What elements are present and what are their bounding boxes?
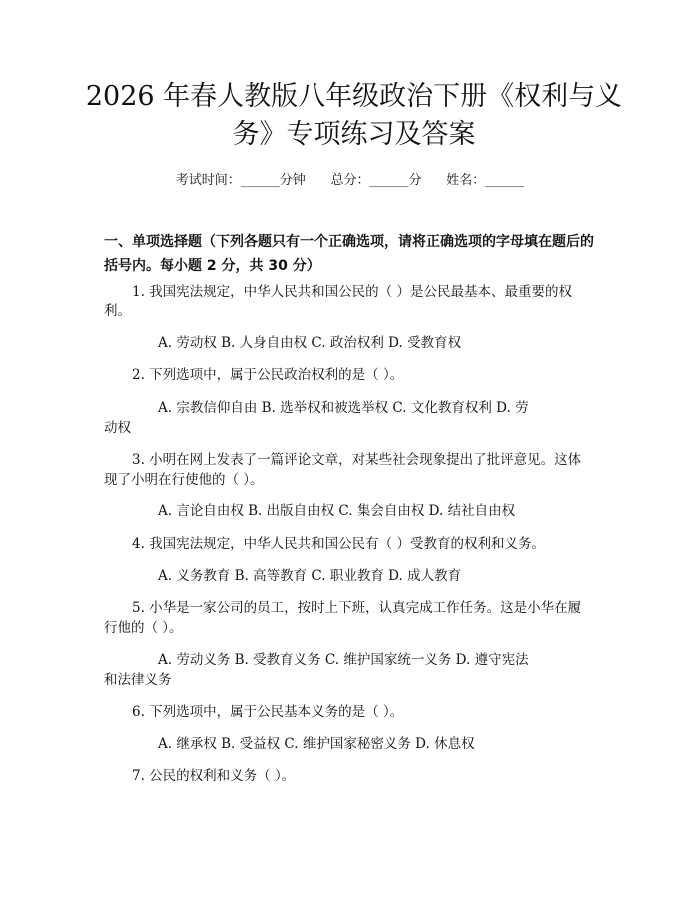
question-4-text-line-1: 4. 我国宪法规定，中华人民共和国公民有（ ）受教育的权利和义务。 — [132, 536, 545, 552]
document-title-line-2: 务》专项练习及答案 — [232, 119, 476, 150]
question-3-text-line-1: 3. 小明在网上发表了一篇评论文章，对某些社会现象提出了批评意见。这体 — [132, 452, 582, 468]
question-3-options: A. 言论自由权 B. 出版自由权 C. 集会自由权 D. 结社自由权 — [158, 503, 516, 519]
question-3-text-line-2: 现了小明在行使他的（ ）。 — [104, 472, 264, 488]
exam-info: 考试时间：______分钟 总分：______分 姓名：______ — [175, 173, 525, 188]
question-2-options-line-2: 动权 — [104, 420, 131, 436]
question-7-text-line-1: 7. 公民的权利和义务（ ）。 — [132, 768, 296, 784]
document-title-line-1: 2026 年春人教版八年级政治下册《权利与义 — [85, 81, 623, 112]
question-5-options-line-2: 和法律义务 — [104, 672, 172, 688]
question-1-text-line-2: 利。 — [104, 303, 131, 319]
question-6-options: A. 继承权 B. 受益权 C. 维护国家秘密义务 D. 休息权 — [158, 736, 475, 752]
question-2-text-line-1: 2. 下列选项中，属于公民政治权利的是（ ）。 — [132, 367, 404, 383]
question-5-text-line-2: 行他的（ ）。 — [104, 620, 183, 636]
question-4-options: A. 义务教育 B. 高等教育 C. 职业教育 D. 成人教育 — [158, 568, 462, 584]
question-6-text-line-1: 6. 下列选项中，属于公民基本义务的是（ ）。 — [132, 704, 404, 720]
question-5-text-line-1: 5. 小华是一家公司的员工，按时上下班，认真完成工作任务。这是小华在履 — [132, 600, 582, 616]
question-1-text-line-1: 1. 我国宪法规定，中华人民共和国公民的（ ）是公民最基本、最重要的权 — [132, 284, 572, 300]
section-heading: 一、单项选择题（下列各题只有一个正确选项，请将正确选项的字母填在题后的括号内。每小题 2 分，共 30 分） — [104, 234, 594, 274]
question-2-options-line-1: A. 宗教信仰自由 B. 选举权和被选举权 C. 文化教育权利 D. 劳 — [158, 400, 529, 416]
question-5-options-line-1: A. 劳动义务 B. 受教育义务 C. 维护国家统一义务 D. 遵守宪法 — [158, 652, 529, 668]
question-1-options: A. 劳动权 B. 人身自由权 C. 政治权利 D. 受教育权 — [158, 335, 462, 351]
